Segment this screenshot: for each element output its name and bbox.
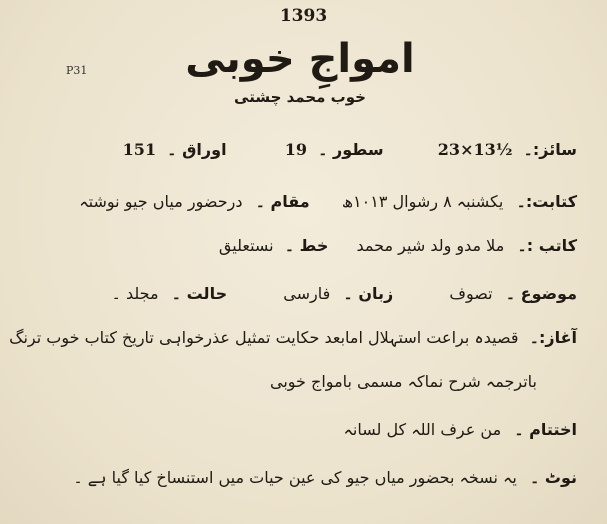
- condition-value: مجلد ۔: [111, 284, 159, 303]
- ending-label: اختتام ۔: [514, 420, 577, 439]
- language-label: زبان ۔: [343, 284, 394, 303]
- subject-line: [112, 284, 577, 314]
- size-line: [123, 140, 577, 170]
- manuscript-title: امواجِ خوبی: [185, 36, 415, 82]
- beginning-continuation: [270, 372, 537, 402]
- note-label: نوٹ ۔: [529, 468, 577, 487]
- place-label: مقام ۔: [255, 192, 310, 211]
- script-label: خط ۔: [284, 236, 329, 255]
- ending-line: [344, 420, 578, 450]
- subject-label: موضوع ۔: [505, 284, 577, 303]
- subject-value: تصوف: [449, 284, 493, 303]
- size-label: سائز:۔: [523, 140, 577, 159]
- place-value: درحضور میاں جیو نوشتہ: [79, 192, 243, 211]
- scribing-value: یکشنبہ ۸ رشوال ۱۰۱۳ھ: [341, 192, 504, 211]
- condition-label: حالت ۔: [171, 284, 228, 303]
- language-value: فارسی: [283, 284, 331, 303]
- catalog-code: P31: [66, 64, 88, 77]
- scribe-label: کاتب :۔: [517, 236, 577, 255]
- beginning-cont-value: باترجمہ شرح نماکہ مسمی بامواج خوبی: [270, 372, 537, 391]
- scribing-line: [79, 192, 577, 222]
- manuscript-author: خوب محمد چشتی: [234, 88, 366, 106]
- beginning-label: آغاز:۔: [529, 328, 577, 347]
- scribing-label: کتابت:۔: [516, 192, 577, 211]
- note-line: [73, 468, 577, 498]
- scribe-value: ملا مدو ولد شیر محمد: [356, 236, 505, 255]
- lines-value: 19: [284, 140, 307, 159]
- note-value: یہ نسخہ بحضور میاں جیو کی عین حیات میں استنساخ کیا گیا ہے ۔: [73, 468, 517, 487]
- page-number: 1393: [279, 6, 328, 26]
- beginning-line: [9, 328, 577, 358]
- folios-label: اوراق ۔: [167, 140, 227, 159]
- ending-value: من عرف اللہ کل لسانہ: [343, 420, 502, 439]
- beginning-value: قصیدہ براعت استہلال امابعد حکایت تمثیل عذرخواہی تاریخ کتاب خوب ترنگ: [9, 328, 519, 347]
- script-value: نستعلیق: [218, 236, 274, 255]
- size-value: 23×13½: [437, 140, 513, 159]
- scribe-line: [219, 236, 577, 266]
- folios-value: 151: [122, 140, 157, 159]
- lines-label: سطور ۔: [318, 140, 384, 159]
